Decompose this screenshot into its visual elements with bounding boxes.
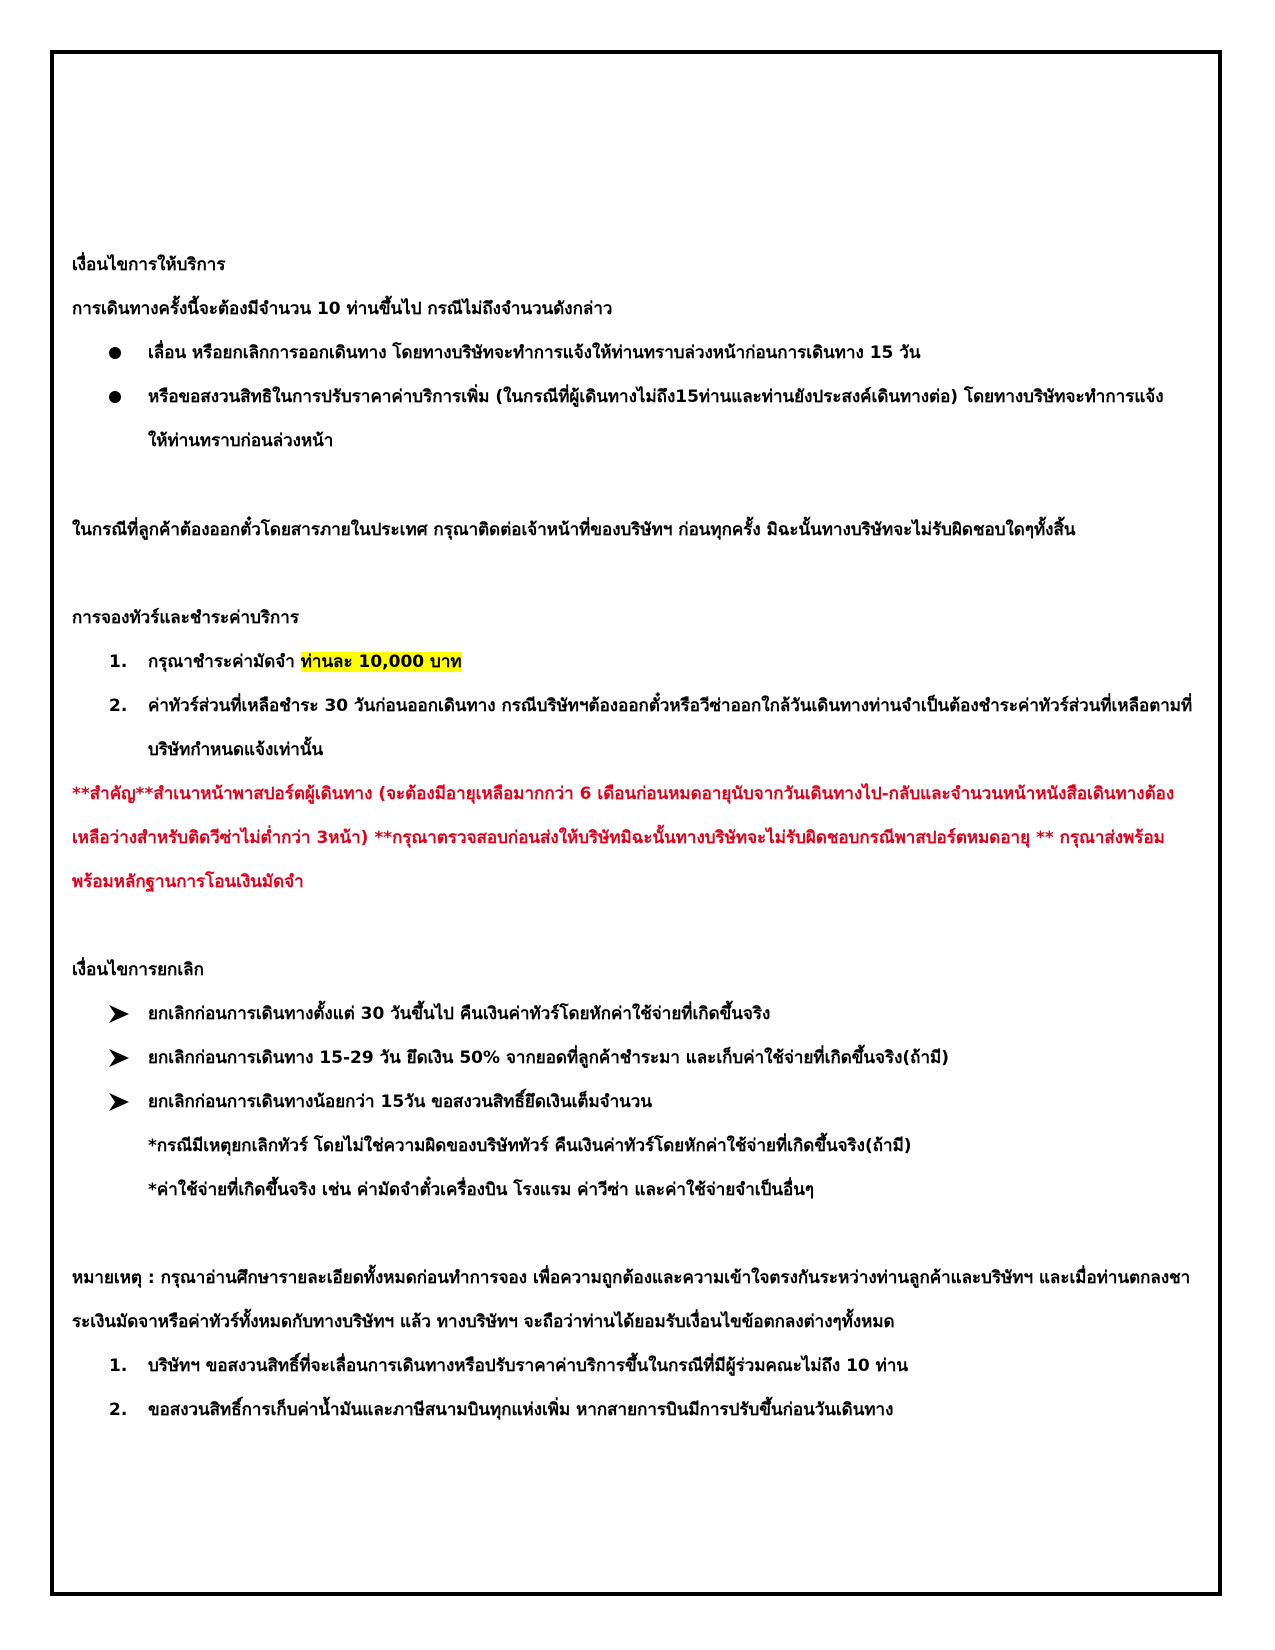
- booking-section: [72, 596, 1202, 904]
- list-number: 2.: [109, 696, 128, 716]
- list-item: [72, 375, 1202, 463]
- service-conditions-heading: เงื่อนไขการให้บริการ: [72, 255, 226, 275]
- booking-heading: การจองทัวร์และชำระค่าบริการ: [72, 608, 299, 628]
- service-conditions-intro: การเดินทางครั้งนี้จะต้องมีจำนวน 10 ท่านขึ้นไป กรณีไม่ถึงจำนวนดังกล่าว: [72, 299, 613, 319]
- arrow-bullet-icon: [108, 1048, 130, 1068]
- cancellation-note: *ค่าใช้จ่ายที่เกิดขึ้นจริง เช่น ค่ามัดจำตั๋วเครื่องบิน โรงแรม ค่าวีซ่า และค่าใช้จ่ายจำเป็นอื่นๆ: [148, 1180, 814, 1200]
- list-item-text: ยกเลิกก่อนการเดินทางน้อยกว่า 15วัน ขอสงวนสิทธิ์ยึดเงินเต็มจำนวน: [148, 1092, 652, 1112]
- passport-warning: **สำคัญ**สำเนาหน้าพาสปอร์ตผู้เดินทาง (จะต้องมีอายุเหลือมากกว่า 6 เดือนก่อนหมดอายุนับจากวันเดินทางไป-กลับและจำนวนหน้าหนังสือเดินทางต้องเหลือว่างสำหรับติดวีซ่าไม่ต่ำกว่า 3หน้า) **กรุณาตรวจสอบก่อนส่งให้บริษัทมิฉะนั้นทางบริษัทจะไม่รับผิดชอบกรณีพาสปอร์ตหมดอายุ ** กรุณาส่งพร้อมพร้อมหลักฐานการโอนเงินมัดจำ: [72, 784, 1175, 892]
- list-item: [72, 992, 1202, 1036]
- list-item-text: ยกเลิกก่อนการเดินทางตั้งแต่ 30 วันขึ้นไป คืนเงินค่าทัวร์โดยหักค่าใช้จ่ายที่เกิดขึ้นจริง: [148, 1004, 771, 1024]
- arrow-bullet-icon: [108, 1092, 130, 1112]
- list-number: 1.: [109, 1356, 128, 1376]
- cancellation-note: *กรณีมีเหตุยกเลิกทัวร์ โดยไม่ใช่ความผิดของบริษัททัวร์ คืนเงินค่าทัวร์โดยหักค่าใช้จ่ายที่เกิดขึ้นจริง(ถ้ามี): [148, 1136, 912, 1156]
- cancellation-heading: เงื่อนไขการยกเลิก: [72, 960, 204, 980]
- ticket-note: ในกรณีที่ลูกค้าต้องออกตั๋วโดยสารภายในประเทศ กรุณาติดต่อเจ้าหน้าที่ของบริษัทฯ ก่อนทุกครั้ง มิฉะนั้นทางบริษัทจะไม่รับผิดชอบใดๆทั้งสิ้น: [72, 520, 1076, 540]
- list-number: 2.: [109, 1400, 128, 1420]
- list-item-text: กรุณาชำระค่ามัดจำ: [148, 652, 301, 672]
- document-body: [72, 243, 1202, 1432]
- arrow-bullet-icon: [108, 1004, 130, 1024]
- list-item-text: ค่าทัวร์ส่วนที่เหลือชำระ 30 วันก่อนออกเดินทาง กรณีบริษัทฯต้องออกตั๋วหรือวีซ่าออกใกล้วันเดินทางท่านจำเป็นต้องชำระค่าทัวร์ส่วนที่เหลือตามที่บริษัทกำหนดแจ้งเท่านั้น: [148, 696, 1193, 760]
- list-item: [72, 640, 1202, 684]
- list-item-text: หรือขอสงวนสิทธิในการปรับราคาค่าบริการเพิ่ม (ในกรณีที่ผู้เดินทางไม่ถึง15ท่านและท่านยังประสงค์เดินทางต่อ) โดยทางบริษัทจะทำการแจ้งให้ท่านทราบก่อนล่วงหน้า: [148, 387, 1164, 451]
- bullet-icon: [109, 347, 121, 359]
- list-item-text: บริษัทฯ ขอสงวนสิทธิ์ที่จะเลื่อนการเดินทางหรือปรับราคาค่าบริการขึ้นในกรณีที่มีผู้ร่วมคณะไม่ถึง 10 ท่าน: [148, 1356, 909, 1376]
- list-item-text: เลื่อน หรือยกเลิกการออกเดินทาง โดยทางบริษัทจะทำการแจ้งให้ท่านทราบล่วงหน้าก่อนการเดินทาง 15 วัน: [148, 343, 921, 363]
- list-item-text: ยกเลิกก่อนการเดินทาง 15-29 วัน ยึดเงิน 50% จากยอดที่ลูกค้าชำระมา และเก็บค่าใช้จ่ายที่เกิดขึ้นจริง(ถ้ามี): [148, 1048, 950, 1068]
- list-item: [72, 1344, 1202, 1388]
- list-item: [72, 1388, 1202, 1432]
- list-number: 1.: [109, 652, 128, 672]
- service-conditions-section: [72, 243, 1202, 552]
- bullet-icon: [109, 391, 121, 403]
- remarks-text: หมายเหตุ : กรุณาอ่านศึกษารายละเอียดทั้งหมดก่อนทำการจอง เพื่อความถูกต้องและความเข้าใจตรงกันระหว่างท่านลูกค้าและบริษัทฯ และเมื่อท่านตกลงชาระเงินมัดจาหรือค่าทัวร์ทั้งหมดกับทางบริษัทฯ แล้ว ทางบริษัทฯ จะถือว่าท่านได้ยอมรับเงื่อนไขข้อตกลงต่างๆทั้งหมด: [72, 1268, 1191, 1332]
- list-item: [72, 1080, 1202, 1124]
- cancellation-section: [72, 948, 1202, 1212]
- list-item: [72, 684, 1202, 772]
- list-item: [72, 331, 1202, 375]
- remarks-section: [72, 1256, 1202, 1432]
- list-item-text: ขอสงวนสิทธิ์การเก็บค่าน้ำมันและภาษีสนามบินทุกแห่งเพิ่ม หากสายการบินมีการปรับขึ้นก่อนวันเดินทาง: [148, 1400, 894, 1420]
- deposit-amount-highlight: ท่านละ 10,000 บาท: [300, 652, 462, 672]
- list-item: [72, 1036, 1202, 1080]
